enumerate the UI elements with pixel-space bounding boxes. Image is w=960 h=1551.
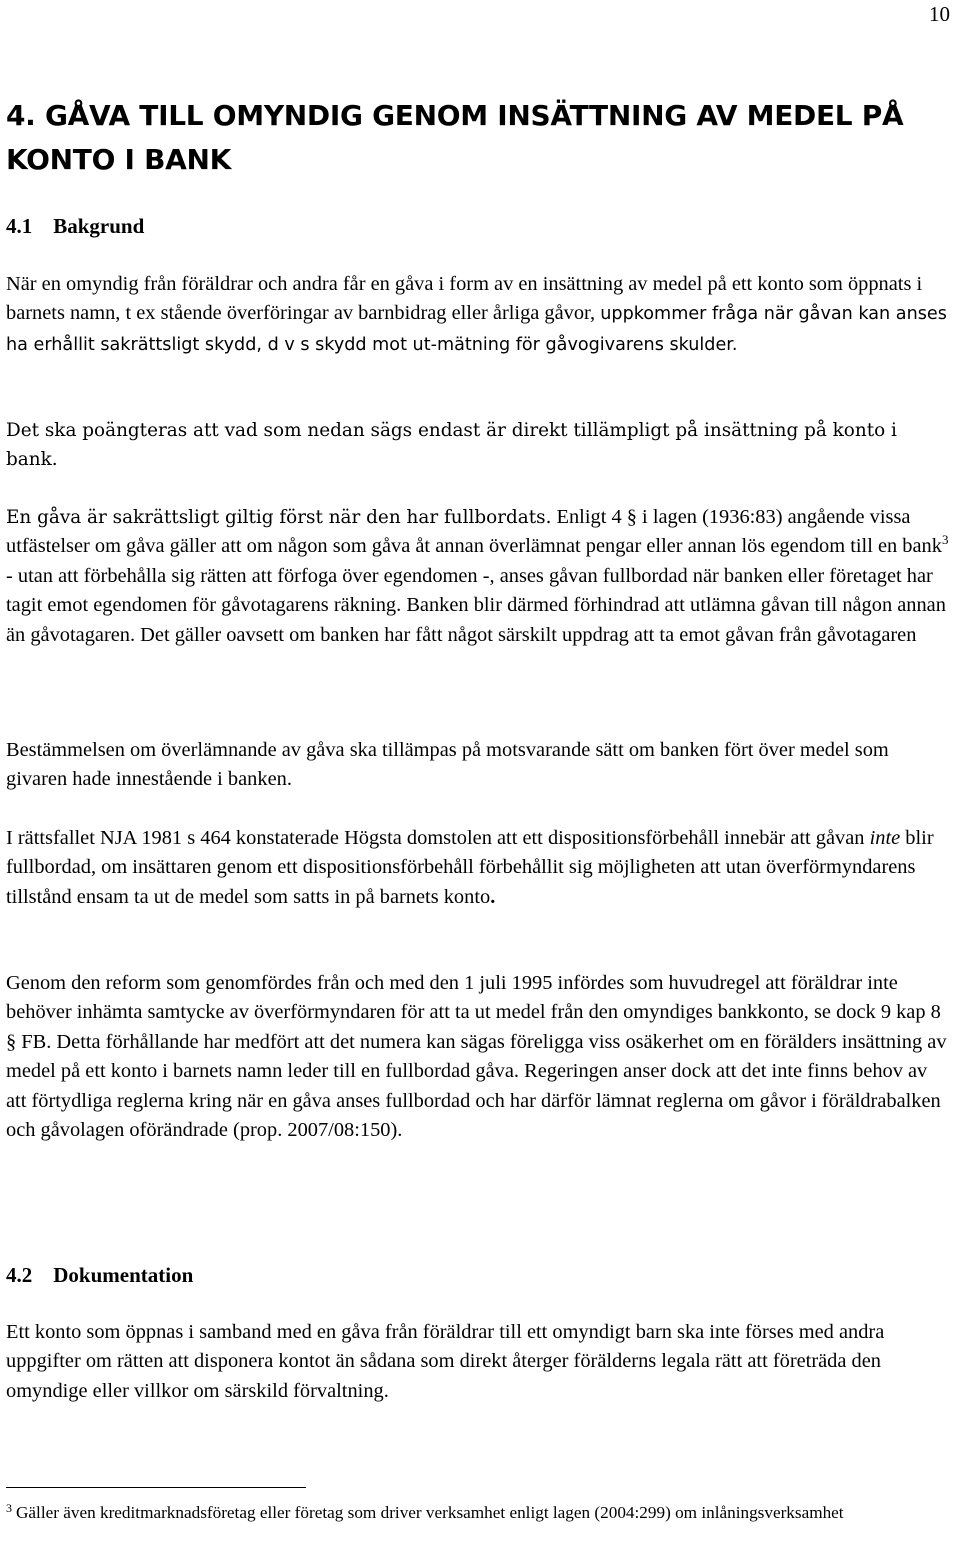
footnote-divider [6,1487,306,1488]
paragraph-perfection [6,503,950,650]
paragraph-case-law-part-1: I rättsfallet NJA 1981 s 464 konstaterade Högsta domstolen att ett dispositionsförbehåll innebär att gåvan [6,827,865,849]
paragraph-intro-part-2: uppkommer fråga när gåvan kan anses ha erhållit sakrättsligt skydd, d v s skydd mot ut-mätning för gåvogivarens skulder. [6,304,947,355]
section-number: 4.1 [6,214,33,238]
paragraph-perfection-part-2: Enligt 4 § i lagen (1936:83) angående vissa utfästelser om gåva gäller att om någon som gåva åt annan överlämnat pengar eller annan lös egendom till en bank [6,506,942,558]
paragraph-scope: Det ska poängteras att vad som nedan sägs endast är direkt tillämpligt på insättning på konto i bank. [6,420,897,471]
page-number: 10 [929,2,950,26]
paragraph-case-law [6,824,950,912]
paragraph-intro [6,270,950,360]
paragraph-perfection-part-1: En gåva är sakrättsligt giltig först när den har fullbordats. [6,507,552,528]
footnote-text: Gäller även kreditmarknadsföretag eller företag som driver verksamhet enligt lagen (2004:299) om inlåningsverksamhet [16,1503,844,1522]
footnote-mark: 3 [6,1501,12,1515]
section-number: 4.2 [6,1263,33,1287]
footnote [6,1500,906,1525]
paragraph-intro-part-1: När en omyndig från föräldrar och andra får en gåva i form av en insättning av medel på ett konto som öppnats i barnets namn, t ex stående överföringar av barnbidrag eller årliga gåvor, [6,273,923,325]
chapter-title-line-2: KONTO I BANK [6,143,232,176]
paragraph-transfer: Bestämmelsen om överlämnande av gåva ska tillämpas på motsvarande sätt om banken fört över medel som givaren hade innestående i banken. [6,739,889,791]
paragraph-case-law-part-2: blir fullbordad, om insättaren genom ett dispositionsförbehåll förbehållit sig möjligheten att utan överförmyndarens tillstånd ensam ta ut de medel som satts in på barnets konto [6,827,934,908]
footnote-reference: 3 [941,532,949,548]
paragraph-documentation: Ett konto som öppnas i samband med en gåva från föräldrar till ett omyndigt barn ska inte förses med andra uppgifter om rätten att disponera kontot än sådana som direkt återger förälderns legala rätt att företräda den omyndige eller villkor om särskild förvaltning. [6,1321,885,1402]
section-title: Dokumentation [53,1263,194,1287]
chapter-title-line-1: 4. GÅVA TILL OMYNDIG GENOM INSÄTTNING AV MEDEL PÅ [6,99,904,132]
paragraph-reform: Genom den reform som genomfördes från och med den 1 juli 1995 infördes som huvudregel att föräldrar inte behöver inhämta samtycke av överförmyndaren för att ta ut medel från den omyndiges bankkonto, se dock 9 kap 8 § FB. Detta förhållande har medfört att det numera kan sägas föreligga viss osäkerhet om en förälders insättning av medel på ett konto i barnets namn leder till en fullbordad gåva. Regeringen anser dock att det inte finns behov av att förtydliga reglerna kring när en gåva anses fullbordad och har därför lämnat reglerna om gåvor i föräldrabalken och gåvolagen oförändrade (prop. 2007/08:150). [6,972,947,1142]
section-heading-bakgrund [6,212,144,240]
chapter-title [6,94,946,182]
section-heading-dokumentation [6,1261,193,1289]
section-title: Bakgrund [53,214,145,238]
paragraph-perfection-part-3: - utan att förbehålla sig rätten att förfoga över egendomen -, anses gåvan fullbordad när banken eller företaget har tagit emot egendomen för gåvotagarens räkning. Banken blir därmed förhindrad att utlämna gåvan till någon annan än gåvotagaren. Det gäller oavsett om banken har fått något särskilt uppdrag att ta emot gåvan från gåvotagaren [6,564,946,646]
paragraph-case-law-emphasis: inte [869,827,901,849]
paragraph-case-law-end: . [490,885,496,908]
